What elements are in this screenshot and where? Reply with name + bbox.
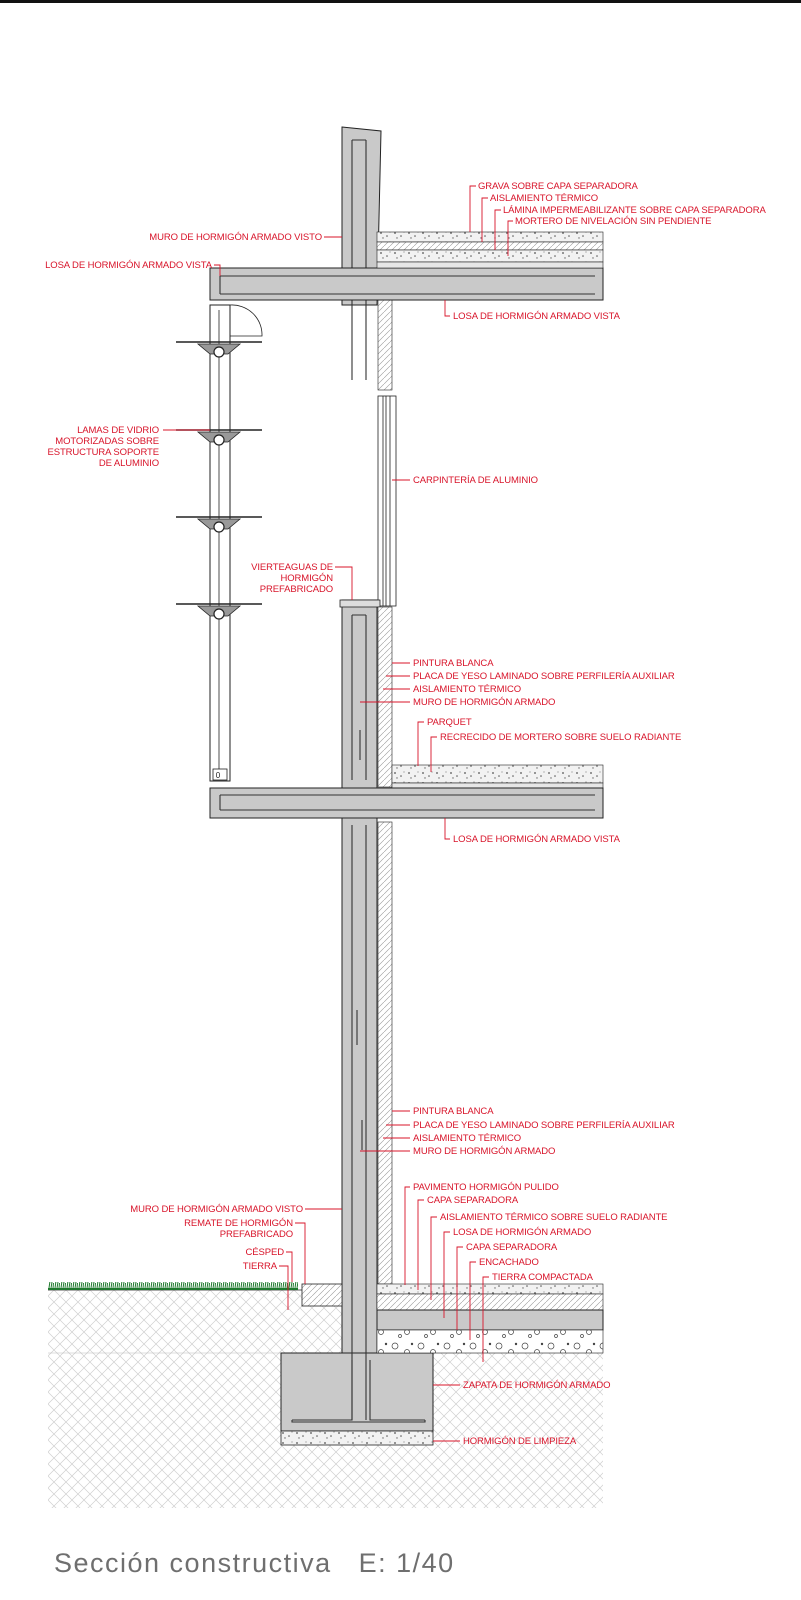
label-parquet: PARQUET [427, 717, 472, 728]
label-remate-2: PREFABRICADO [219, 1229, 293, 1240]
label-carpinteria: CARPINTERÍA DE ALUMINIO [413, 475, 538, 486]
label-muro-1: MURO DE HORMIGÓN ARMADO [413, 697, 556, 708]
label-vierteaguas-1: VIERTEAGUAS DE [251, 562, 333, 573]
label-lamas-2: MOTORIZADAS SOBRE [55, 436, 159, 447]
label-recrecido: RECRECIDO DE MORTERO SOBRE SUELO RADIANTE [440, 732, 682, 743]
wall-lower [342, 812, 377, 1353]
label-aislamiento-2: AISLAMIENTO TÉRMICO [413, 1133, 522, 1144]
label-vierteaguas-2: HORMIGÓN [280, 573, 333, 584]
label-placa-1: PLACA DE YESO LAMINADO SOBRE PERFILERÍA AUXILIAR [413, 671, 675, 682]
label-pavimento: PAVIMENTO HORMIGÓN PULIDO [413, 1182, 559, 1193]
label-zapata: ZAPATA DE HORMIGÓN ARMADO [463, 1380, 611, 1391]
label-aislamiento-cubierta: AISLAMIENTO TÉRMICO [490, 193, 599, 204]
label-lamas-3: ESTRUCTURA SOPORTE [47, 447, 159, 458]
label-remate-1: REMATE DE HORMIGÓN [184, 1218, 293, 1229]
ground-slab [377, 1310, 603, 1330]
label-capa-separadora-2: CAPA SEPARADORA [466, 1242, 558, 1253]
wall-upper [342, 600, 377, 790]
label-lamina: LÁMINA IMPERMEABILIZANTE SOBRE CAPA SEPARADORA [503, 205, 766, 216]
encachado [377, 1330, 603, 1353]
floor-slab [210, 788, 603, 818]
sill [340, 600, 380, 607]
label-losa-vista-2: LOSA DE HORMIGÓN ARMADO VISTA [453, 834, 620, 845]
label-encachado: ENCACHADO [479, 1257, 539, 1268]
label-cesped: CÉSPED [245, 1247, 284, 1258]
label-losa-vista-1: LOSA DE HORMIGÓN ARMADO VISTA [453, 311, 620, 322]
post-marker: 0 [215, 771, 221, 780]
floor-screed [392, 765, 603, 783]
label-muro-visto-top: MURO DE HORMIGÓN ARMADO VISTO [149, 232, 322, 243]
label-lamas-4: DE ALUMINIO [98, 458, 159, 469]
label-tierra: TIERRA [242, 1261, 277, 1272]
label-muro-2: MURO DE HORMIGÓN ARMADO [413, 1146, 556, 1157]
label-vierteaguas-3: PREFABRICADO [259, 584, 333, 595]
label-aislamiento-1: AISLAMIENTO TÉRMICO [413, 684, 522, 695]
label-pintura-2: PINTURA BLANCA [413, 1106, 494, 1117]
label-pintura-1: PINTURA BLANCA [413, 658, 494, 669]
label-muro-visto-bottom: MURO DE HORMIGÓN ARMADO VISTO [130, 1204, 303, 1215]
drawing-caption: Sección constructiva E: 1/40 [54, 1548, 455, 1578]
roof-gravel [377, 232, 603, 242]
footing [281, 1353, 433, 1431]
label-hormigon-limpieza: HORMIGÓN DE LIMPIEZA [463, 1436, 577, 1447]
label-losa-armado: LOSA DE HORMIGÓN ARMADO [453, 1227, 592, 1238]
coping [302, 1284, 342, 1306]
lean-concrete [281, 1431, 433, 1445]
window-frame [378, 396, 396, 606]
label-grava: GRAVA SOBRE CAPA SEPARADORA [478, 181, 638, 192]
label-mortero-nivelacion: MORTERO DE NIVELACIÓN SIN PENDIENTE [515, 216, 712, 227]
label-losa-vista-left: LOSA DE HORMIGÓN ARMADO VISTA [45, 260, 212, 271]
label-lamas-1: LAMAS DE VIDRIO [77, 425, 159, 436]
louvre-post [210, 305, 230, 781]
label-placa-2: PLACA DE YESO LAMINADO SOBRE PERFILERÍA AUXILIAR [413, 1120, 675, 1131]
label-aislamiento-suelo: AISLAMIENTO TÉRMICO SOBRE SUELO RADIANTE [440, 1212, 668, 1223]
label-tierra-compactada: TIERRA COMPACTADA [492, 1272, 593, 1283]
roof-slab [210, 268, 603, 300]
label-capa-separadora-1: CAPA SEPARADORA [427, 1195, 519, 1206]
